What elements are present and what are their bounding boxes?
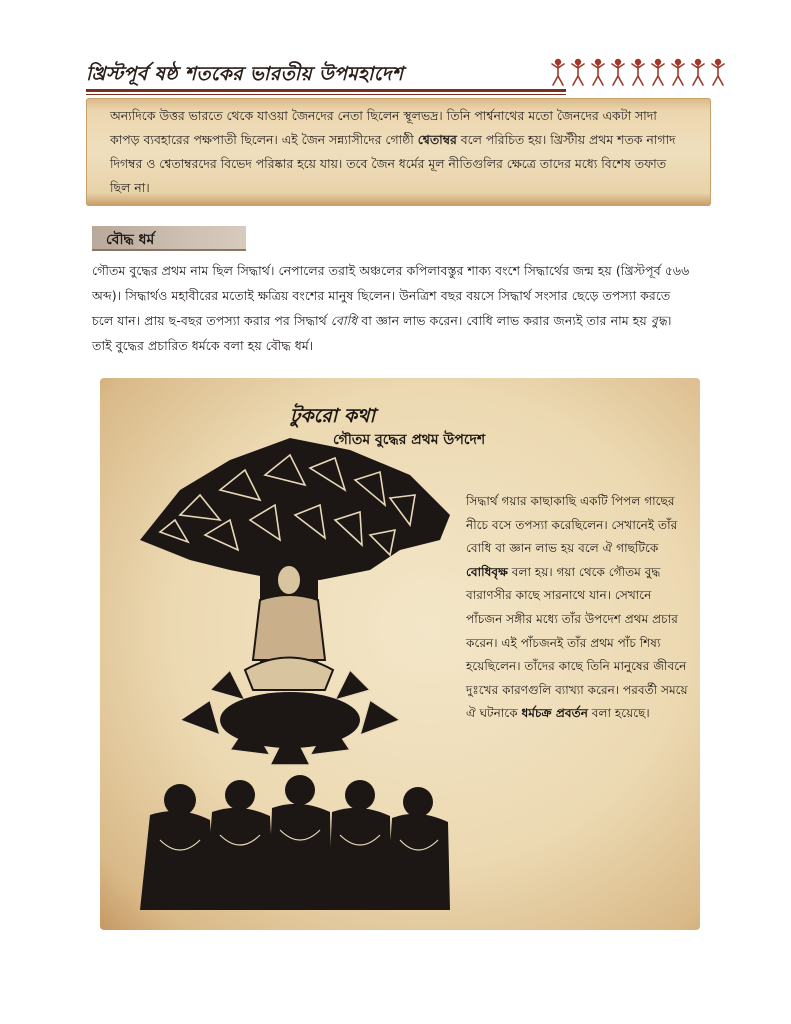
buddhism-paragraph [92,258,692,358]
para-part-e: । তাই বুদ্ধের প্রচারিত ধর্মকে বলা হয় বৌদ্ধ ধর্ম। [92,313,672,353]
page-title: খ্রিস্টপূর্ব ষষ্ঠ শতকের ভারতীয় উপমহাদেশ [86,63,404,85]
story-text [466,490,690,726]
story-part1: সিদ্ধার্থ গয়ার কাছাকাছি একটি পিপল গাছের নীচে বসে তপস্যা করেছিলেন। সেখানেই তাঁর বোধি বা জ্ঞান লাভ হয় বলে ঐ গাছটিকে [466,494,678,556]
jain-note-text [110,104,690,200]
jain-text-part1: অন্যদিকে উত্তর ভারতে থেকে যাওয়া জৈনদের নেতা ছিলেন স্থূলভদ্র। তিনি পার্শ্বনাথের মতো জৈনদের একটা সাদা কাপড় ব্যবহারের পক্ষপাতী ছিলেন। এই জৈন সন্ন্যাসীদের গোষ্ঠী [110,108,657,147]
story-bold-dharmachakra: ধর্মচক্র প্রবর্তন [521,706,588,721]
story-title: টুকরো কথা [290,405,375,427]
jain-bold-term: শ্বেতাম্বর [417,132,457,147]
page-header [86,60,726,96]
story-subtitle: গৌতম বুদ্ধের প্রথম উপদেশ [333,432,486,448]
buddha-tree-illustration [120,420,464,920]
section-heading-rule [92,249,246,251]
section-heading [92,226,246,250]
jain-text-part2: বলে পরিচিত হয়। খ্রিস্টীয় প্রথম শতক নাগাদ দিগম্বর ও শ্বেতাম্বরদের বিভেদ পরিষ্কার হয়ে যায়। তবে জৈন ধর্মের মূল নীতিগুলির ক্ষেত্রে তাদের মধ্যে বিশেষ তফাত ছিল না। [110,132,676,195]
para-part-c: বা জ্ঞান লাভ করেন। বোধি লাভ করার জন্যই তার নাম হয় [357,313,651,328]
story-part3: বলা হয়েছে। [587,706,650,721]
jain-note-box [86,98,711,206]
header-rule [86,89,566,92]
story-bold-bodhivriksha: বোধিবৃক্ষ [466,564,508,579]
para-part-a: গৌতম বুদ্ধের প্রথম নাম ছিল সিদ্ধার্থ। নেপালের তরাই অঞ্চলের কপিলাবস্তুর শাক্য বংশে সিদ্ধার্থের জন্ম হয় (খ্রিস্টপূর্ব ৫৬৬ অব্দ)। সিদ্ধার্থও মহাবীরের মতোই ক্ষত্রিয় বংশের মানুষ ছিলেন। উনত্রিশ বছর বয়সে সিদ্ধার্থ সংসার ছেড়ে তপস্যা করতে চলে যান। প্রায় ছ-বছর তপস্যা করার পর সিদ্ধার্থ [92,263,690,328]
dancers-decoration-icon [542,54,732,90]
para-italic-buddha: বুদ্ধ [650,313,668,328]
para-italic-bodhi: বোধি [330,313,358,328]
section-heading-label: বৌদ্ধ ধর্ম [106,232,155,248]
header-rule-thin [86,94,566,95]
story-part2: বলা হয়। গয়া থেকে গৌতম বুদ্ধ বারাণসীর কাছে সারনাথে যান। সেখানে পাঁচজন সঙ্গীর মধ্যে তাঁর উপদেশ প্রথম প্রচার করেন। এই পাঁচজনই তাঁর প্রথম পাঁচ শিষ্য হয়েছিলেন। তাঁদের কাছে তিনি মানুষের জীবনে দুঃখের কারণগুলি ব্যাখ্যা করেন। পরবর্তী সময়ে ঐ ঘটনাকে [466,564,688,721]
